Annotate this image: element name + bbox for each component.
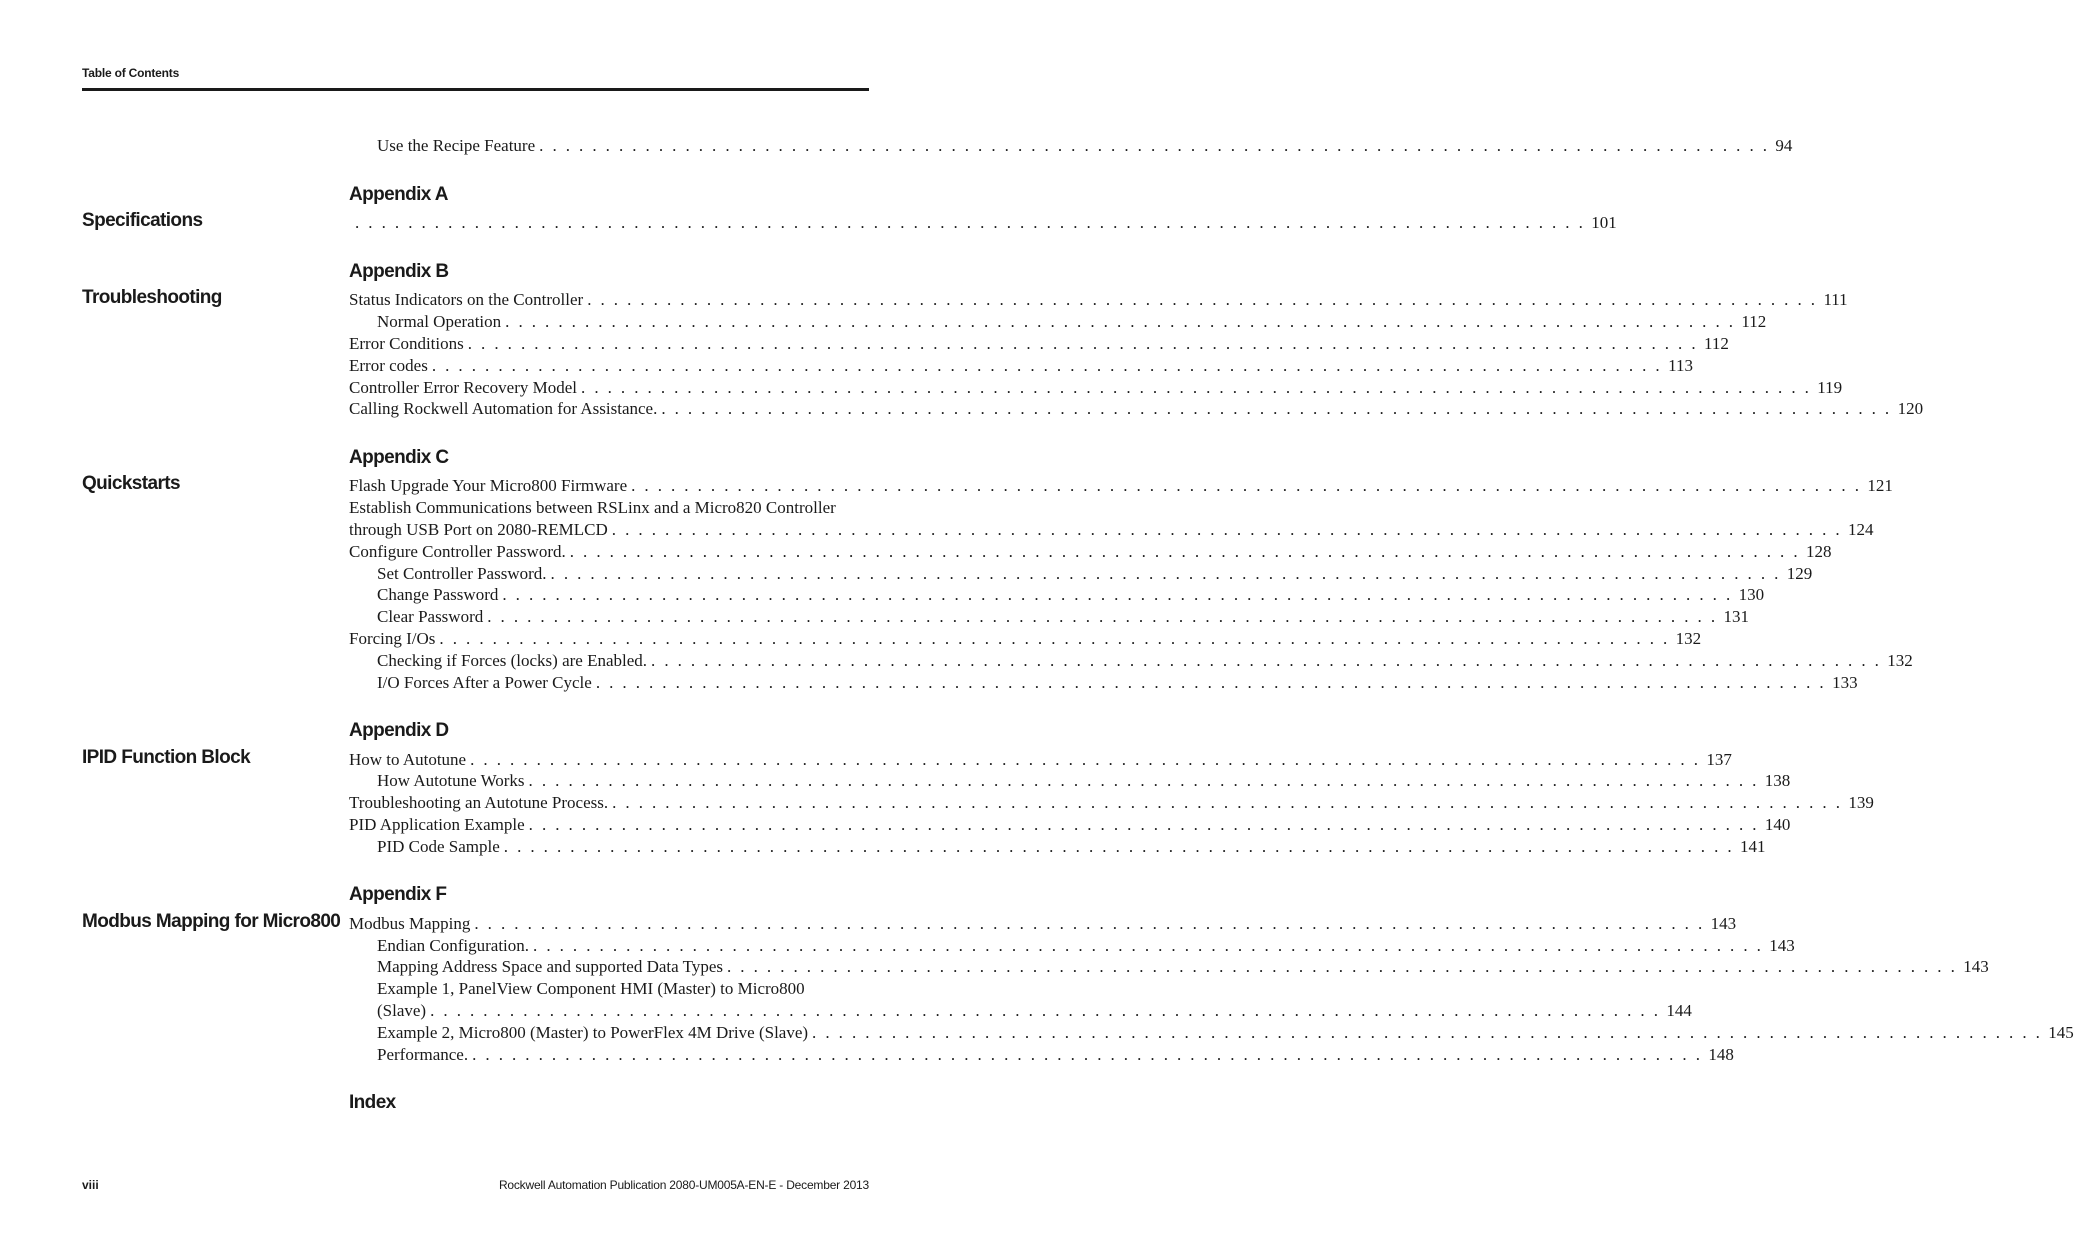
toc-entry-title: PID Application Example bbox=[349, 815, 525, 834]
toc-dot-leader: . . . . . . . . . . . . . . . . . . . . . . . . . . . . . . . . . . . . . . . . . . . . . . . . . . . . . . . . . . . . . . . . . . . . . . . . . . . . . . . . . . . . . . . . . . . . . bbox=[727, 957, 1958, 976]
toc-entry-title: Use the Recipe Feature bbox=[377, 136, 536, 155]
toc-entry[interactable] bbox=[349, 628, 1702, 650]
toc-entry-title: How Autotune Works bbox=[377, 771, 525, 790]
toc-entry-page: 129 bbox=[1786, 564, 1813, 583]
toc-entry[interactable] bbox=[349, 814, 1791, 836]
toc-entry[interactable] bbox=[349, 355, 1693, 377]
toc-dot-leader: . . . . . . . . . . . . . . . . . . . . . . . . . . . . . . . . . . . . . . . . . . . . . . . . . . . . . . . . . . . . . . . . . . . . . . . . . . . . . . . . . . . . . . . . . . . . . bbox=[595, 673, 1827, 692]
toc-dot-leader: . . . . . . . . . . . . . . . . . . . . . . . . . . . . . . . . . . . . . . . . . . . . . . . . . . . . . . . . . . . . . . . . . . . . . . . . . . . . . . . . . . . . . . . . . . . . . bbox=[431, 356, 1663, 375]
toc-entry-title: Flash Upgrade Your Micro800 Firmware bbox=[349, 476, 628, 495]
toc-entry-title: Normal Operation bbox=[377, 312, 502, 331]
toc-entry[interactable] bbox=[349, 333, 1729, 355]
appendix-b-label: Appendix B bbox=[349, 261, 449, 282]
toc-entry[interactable] bbox=[377, 836, 1766, 858]
toc-entry[interactable] bbox=[377, 606, 1749, 628]
toc-dot-leader: . . . . . . . . . . . . . . . . . . . . . . . . . . . . . . . . . . . . . . . . . . . . . . . . . . . . . . . . . . . . . . . . . . . . . . . . . . . . . . . . . . . . . . . . . . . . . bbox=[487, 607, 1718, 626]
toc-dot-leader: . . . . . . . . . . . . . . . . . . . . . . . . . . . . . . . . . . . . . . . . . . . . . . . . . . . . . . . . . . . . . . . . . . . . . . . . . . . . . . . . . . . . . . . . . . . . . bbox=[430, 1001, 1661, 1020]
toc-entry[interactable] bbox=[377, 563, 1813, 585]
toc-entry-page: 119 bbox=[1817, 378, 1843, 397]
toc-entry-page: 112 bbox=[1704, 334, 1729, 353]
page-number: viii bbox=[82, 1178, 99, 1192]
toc-dot-leader: . . . . . . . . . . . . . . . . . . . . . . . . . . . . . . . . . . . . . . . . . . . . . . . . . . . . . . . . . . . . . . . . . . . . . . . . . . . . . . . . . . . . . . . . . . . . . bbox=[467, 334, 1698, 353]
toc-entry-page: 137 bbox=[1706, 750, 1732, 769]
toc-entry[interactable] bbox=[349, 398, 1924, 420]
toc-entry-page: 143 bbox=[1769, 936, 1795, 955]
toc-entry-wrapped[interactable] bbox=[377, 978, 869, 1000]
toc-entry-page: 133 bbox=[1832, 673, 1858, 692]
toc-entry-page: 145 bbox=[2048, 1023, 2074, 1042]
toc-dot-leader: . . . . . . . . . . . . . . . . . . . . . . . . . . . . . . . . . . . . . . . . . . . . . . . . . . . . . . . . . . . . . . . . . . . . . . . . . . . . . . . . . . . . . . . . . . . . . bbox=[587, 290, 1818, 309]
toc-entry[interactable] bbox=[349, 792, 1874, 814]
toc-entry-title: Error codes bbox=[349, 356, 428, 375]
toc-dot-leader: . . . . . . . . . . . . . . . . . . . . . . . . . . . . . . . . . . . . . . . . . . . . . . . . . . . . . . . . . . . . . . . . . . . . . . . . . . . . . . . . . . . . . . . . . . . . . bbox=[528, 815, 1759, 834]
toc-entry[interactable] bbox=[377, 1044, 1734, 1066]
toc-dot-leader: . . . . . . . . . . . . . . . . . . . . . . . . . . . . . . . . . . . . . . . . . . . . . . . . . . . . . . . . . . . . . . . . . . . . . . . . . . . . . . . . . . . . . . . . . . . . . bbox=[539, 136, 1770, 155]
toc-entry[interactable] bbox=[377, 1000, 1692, 1022]
toc-entry-title: through USB Port on 2080-REMLCD bbox=[349, 520, 608, 539]
toc-entry-page: 141 bbox=[1740, 837, 1766, 856]
appendix-d-label: Appendix D bbox=[349, 720, 449, 741]
toc-dot-leader: . . . . . . . . . . . . . . . . . . . . . . . . . . . . . . . . . . . . . . . . . . . . . . . . . . . . . . . . . . . . . . . . . . . . . . . . . . . . . . . . . . . . . . . . . . . . . bbox=[474, 914, 1705, 933]
toc-entry-title: Troubleshooting an Autotune Process. bbox=[349, 793, 609, 812]
toc-entry-specifications[interactable] bbox=[355, 212, 1617, 234]
toc-entry-title: Modbus Mapping bbox=[349, 914, 471, 933]
toc-entry-page: 120 bbox=[1897, 399, 1924, 418]
toc-entry-title: Checking if Forces (locks) are Enabled. bbox=[377, 651, 648, 670]
toc-dot-leader: . . . . . . . . . . . . . . . . . . . . . . . . . . . . . . . . . . . . . . . . . . . . . . . . . . . . . . . . . . . . . . . . . . . . . . . . . . . . . . . . . . . . . . . . . . . . . bbox=[631, 476, 1862, 495]
toc-entry-page: 132 bbox=[1887, 651, 1913, 670]
toc-entry[interactable] bbox=[349, 289, 1848, 311]
toc-entry[interactable] bbox=[349, 475, 1893, 497]
toc-entry[interactable] bbox=[349, 749, 1732, 771]
toc-entry[interactable] bbox=[377, 650, 1913, 672]
toc-entry[interactable] bbox=[377, 584, 1765, 606]
index-label[interactable]: Index bbox=[349, 1092, 396, 1113]
chapter-modbus-mapping[interactable]: Modbus Mapping for Micro800 bbox=[82, 911, 341, 932]
toc-entry-page: 130 bbox=[1738, 585, 1765, 604]
toc-dot-leader: . . . . . . . . . . . . . . . . . . . . . . . . . . . . . . . . . . . . . . . . . . . . . . . . . . . . . . . . . . . . . . . . . . . . . . . . . . . . . . . . . . . . . . . . . . . . . bbox=[812, 1023, 2043, 1042]
publication-info: Rockwell Automation Publication 2080-UM005A-EN-E - December 2013 bbox=[498, 1178, 869, 1192]
toc-entry[interactable] bbox=[349, 913, 1737, 935]
chapter-ipid-function-block[interactable]: IPID Function Block bbox=[82, 747, 251, 768]
toc-entry-page: 132 bbox=[1675, 629, 1702, 648]
toc-entry-title: PID Code Sample bbox=[377, 837, 500, 856]
toc-entry-page: 139 bbox=[1848, 793, 1874, 812]
toc-entry-page: 140 bbox=[1764, 815, 1791, 834]
toc-dot-leader: . . . . . . . . . . . . . . . . . . . . . . . . . . . . . . . . . . . . . . . . . . . . . . . . . . . . . . . . . . . . . . . . . . . . . . . . . . . . . . . . . . . . . . . . . . . . . bbox=[472, 1045, 1703, 1064]
toc-entry-page: 138 bbox=[1764, 771, 1791, 790]
toc-entry-recipe[interactable] bbox=[377, 135, 1793, 157]
appendix-c-label: Appendix C bbox=[349, 447, 449, 468]
toc-entry-page: 113 bbox=[1668, 356, 1693, 375]
toc-entry-page: 144 bbox=[1666, 1001, 1692, 1020]
toc-entry-page: 124 bbox=[1848, 520, 1874, 539]
toc-dot-leader: . . . . . . . . . . . . . . . . . . . . . . . . . . . . . . . . . . . . . . . . . . . . . . . . . . . . . . . . . . . . . . . . . . . . . . . . . . . . . . . . . . . . . . . . . . . . . bbox=[502, 585, 1733, 604]
toc-dot-leader: . . . . . . . . . . . . . . . . . . . . . . . . . . . . . . . . . . . . . . . . . . . . . . . . . . . . . . . . . . . . . . . . . . . . . . . . . . . . . . . . . . . . . . . . . . . . . bbox=[470, 750, 1701, 769]
toc-dot-leader: . . . . . . . . . . . . . . . . . . . . . . . . . . . . . . . . . . . . . . . . . . . . . . . . . . . . . . . . . . . . . . . . . . . . . . . . . . . . . . . . . . . . . . . . . . . . . bbox=[611, 520, 1843, 539]
toc-entry-title: Controller Error Recovery Model bbox=[349, 378, 578, 397]
toc-dot-leader: . . . . . . . . . . . . . . . . . . . . . . . . . . . . . . . . . . . . . . . . . . . . . . . . . . . . . . . . . . . . . . . . . . . . . . . . . . . . . . . . . . . . . . . . . . . . . bbox=[581, 378, 1812, 397]
toc-dot-leader: . . . . . . . . . . . . . . . . . . . . . . . . . . . . . . . . . . . . . . . . . . . . . . . . . . . . . . . . . . . . . . . . . . . . . . . . . . . . . . . . . . . . . . . . . . . . . bbox=[439, 629, 1670, 648]
toc-entry-page: 131 bbox=[1723, 607, 1749, 626]
toc-entry-title: Calling Rockwell Automation for Assistance. bbox=[349, 399, 658, 418]
toc-entry-page: 128 bbox=[1805, 542, 1832, 561]
toc-dot-leader: . . . . . . . . . . . . . . . . . . . . . . . . . . . . . . . . . . . . . . . . . . . . . . . . . . . . . . . . . . . . . . . . . . . . . . . . . . . . . . . . . . . . . . . . . . . . . bbox=[503, 837, 1735, 856]
toc-entry-wrapped[interactable] bbox=[349, 497, 869, 519]
toc-entry-page: 112 bbox=[1741, 312, 1767, 331]
toc-entry-title: Endian Configuration. bbox=[377, 936, 530, 955]
chapter-quickstarts[interactable]: Quickstarts bbox=[82, 473, 180, 494]
toc-dot-leader: . . . . . . . . . . . . . . . . . . . . . . . . . . . . . . . . . . . . . . . . . . . . . . . . . . . . . . . . . . . . . . . . . . . . . . . . . . . . . . . . . . . . . . . . . . . . . bbox=[505, 312, 1736, 331]
toc-dot-leader: . . . . . . . . . . . . . . . . . . . . . . . . . . . . . . . . . . . . . . . . . . . . . . . . . . . . . . . . . . . . . . . . . . . . . . . . . . . . . . . . . . . . . . . . . . . . . bbox=[612, 793, 1843, 812]
toc-dot-leader: . . . . . . . . . . . . . . . . . . . . . . . . . . . . . . . . . . . . . . . . . . . . . . . . . . . . . . . . . . . . . . . . . . . . . . . . . . . . . . . . . . . . . . . . . . . . . bbox=[355, 213, 1586, 232]
toc-entry-title: Clear Password bbox=[377, 607, 484, 626]
header-rule bbox=[82, 88, 869, 91]
appendix-a-label: Appendix A bbox=[349, 184, 448, 205]
toc-entry[interactable] bbox=[377, 1022, 2074, 1044]
toc-entry-title: Mapping Address Space and supported Data Types bbox=[377, 957, 723, 976]
toc-dot-leader: . . . . . . . . . . . . . . . . . . . . . . . . . . . . . . . . . . . . . . . . . . . . . . . . . . . . . . . . . . . . . . . . . . . . . . . . . . . . . . . . . . . . . . . . . . . . . bbox=[533, 936, 1764, 955]
toc-entry[interactable] bbox=[377, 956, 1989, 978]
toc-entry-title: Change Password bbox=[377, 585, 499, 604]
running-header: Table of Contents bbox=[82, 66, 180, 80]
toc-entry[interactable] bbox=[377, 672, 1858, 694]
toc-entry-page: 111 bbox=[1823, 290, 1848, 309]
toc-entry-title: How to Autotune bbox=[349, 750, 467, 769]
toc-entry[interactable] bbox=[349, 519, 1874, 541]
toc-dot-leader: . . . . . . . . . . . . . . . . . . . . . . . . . . . . . . . . . . . . . . . . . . . . . . . . . . . . . . . . . . . . . . . . . . . . . . . . . . . . . . . . . . . . . . . . . . . . . bbox=[550, 564, 1781, 583]
toc-entry[interactable] bbox=[349, 377, 1843, 399]
toc-entry-title: Error Conditions bbox=[349, 334, 464, 353]
toc-entry-title: I/O Forces After a Power Cycle bbox=[377, 673, 592, 692]
toc-entry-title: Set Controller Password. bbox=[377, 564, 547, 583]
toc-entry-title: Example 2, Micro800 (Master) to PowerFlex 4M Drive (Slave) bbox=[377, 1023, 809, 1042]
toc-entry-title: Configure Controller Password. bbox=[349, 542, 566, 561]
toc-entry-page: 143 bbox=[1710, 914, 1737, 933]
toc-entry-title: Establish Communications between RSLinx and a Micro820 Controller bbox=[349, 498, 836, 517]
toc-entry-title: Forcing I/Os bbox=[349, 629, 436, 648]
toc-entry-title: Performance. bbox=[377, 1045, 469, 1064]
toc-entry-title: Example 1, PanelView Component HMI (Master) to Micro800 bbox=[377, 979, 805, 998]
toc-dot-leader: . . . . . . . . . . . . . . . . . . . . . . . . . . . . . . . . . . . . . . . . . . . . . . . . . . . . . . . . . . . . . . . . . . . . . . . . . . . . . . . . . . . . . . . . . . . . . bbox=[569, 542, 1800, 561]
toc-entry[interactable] bbox=[377, 935, 1795, 957]
toc-entry-page: 143 bbox=[1963, 957, 1989, 976]
toc-entry-page: 101 bbox=[1591, 213, 1617, 232]
toc-entry[interactable] bbox=[349, 541, 1832, 563]
toc-entry-title: (Slave) bbox=[377, 1001, 427, 1020]
toc-dot-leader: . . . . . . . . . . . . . . . . . . . . . . . . . . . . . . . . . . . . . . . . . . . . . . . . . . . . . . . . . . . . . . . . . . . . . . . . . . . . . . . . . . . . . . . . . . . . . bbox=[661, 399, 1892, 418]
toc-entry-page: 148 bbox=[1708, 1045, 1734, 1064]
toc-entry[interactable] bbox=[377, 770, 1791, 792]
toc-dot-leader: . . . . . . . . . . . . . . . . . . . . . . . . . . . . . . . . . . . . . . . . . . . . . . . . . . . . . . . . . . . . . . . . . . . . . . . . . . . . . . . . . . . . . . . . . . . . . bbox=[651, 651, 1882, 670]
toc-entry[interactable] bbox=[377, 311, 1767, 333]
toc-entry-page: 121 bbox=[1867, 476, 1893, 495]
chapter-troubleshooting[interactable]: Troubleshooting bbox=[82, 287, 222, 308]
toc-entry-title: Status Indicators on the Controller bbox=[349, 290, 584, 309]
toc-entry-page: 94 bbox=[1775, 136, 1793, 155]
appendix-f-label: Appendix F bbox=[349, 884, 447, 905]
toc-dot-leader: . . . . . . . . . . . . . . . . . . . . . . . . . . . . . . . . . . . . . . . . . . . . . . . . . . . . . . . . . . . . . . . . . . . . . . . . . . . . . . . . . . . . . . . . . . . . . bbox=[528, 771, 1759, 790]
chapter-specifications[interactable]: Specifications bbox=[82, 210, 203, 231]
